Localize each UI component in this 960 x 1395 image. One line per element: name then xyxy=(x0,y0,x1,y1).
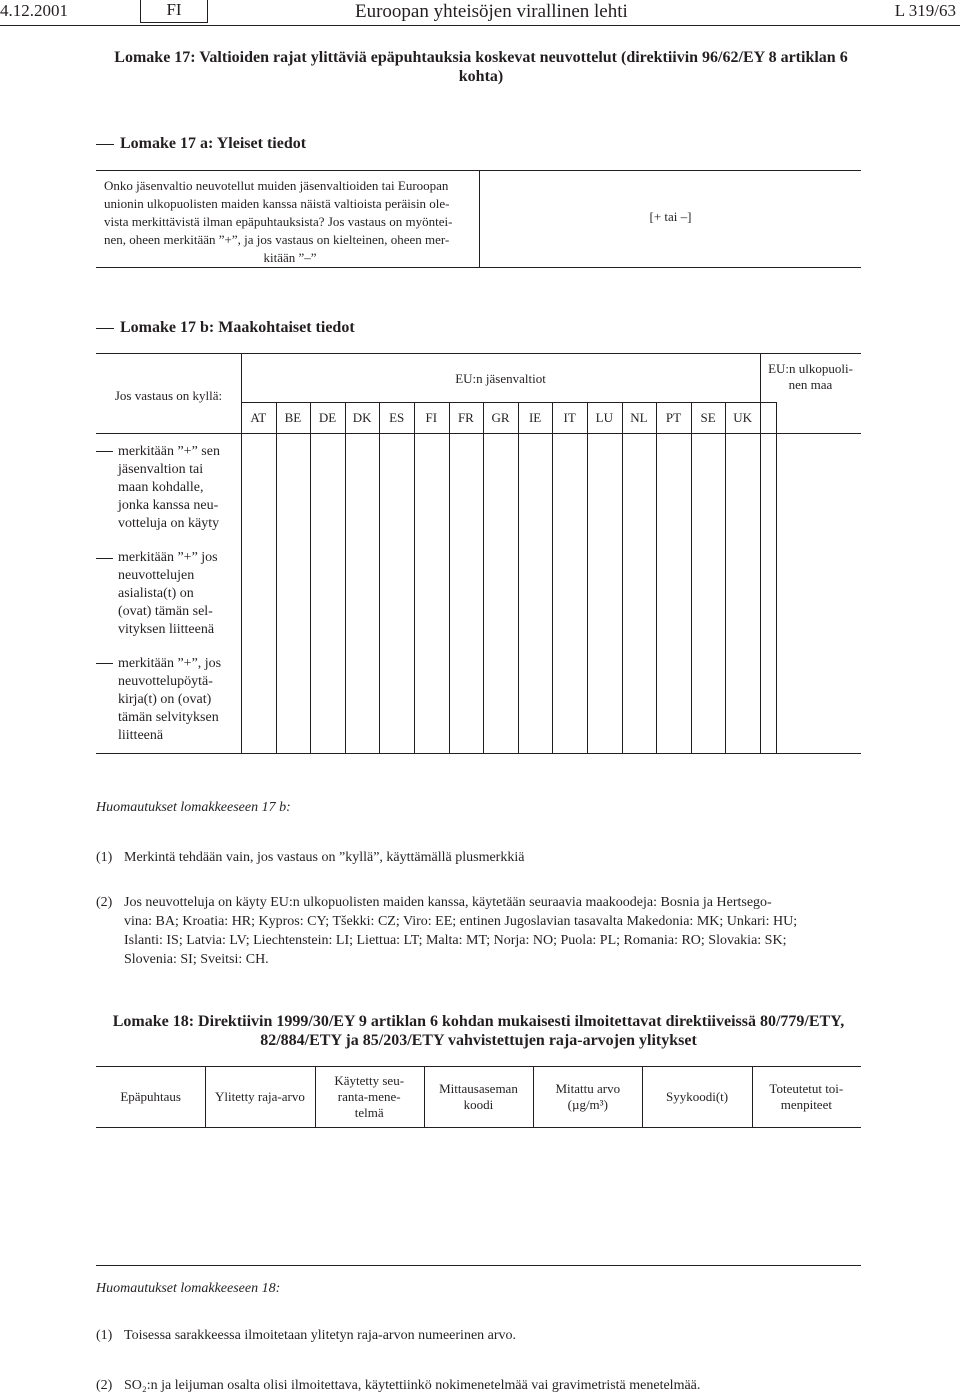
row-line: asialista(t) on xyxy=(118,586,194,601)
grid-line xyxy=(587,402,588,753)
row-line: neuvottelupöytä- xyxy=(118,674,213,689)
note-text: SO₂:n ja leijuman osalta olisi ilmoitettava, käytettiinkö nokimenetelmää vai gravimetristä menetelmää. xyxy=(124,1378,701,1393)
col-header-line: (µg/m³) xyxy=(567,1097,608,1112)
row-label-2 xyxy=(118,549,238,639)
header-language: FI xyxy=(140,0,208,23)
note-line: Jos neuvotteluja on käyty EU:n ulkopuolisten maiden kanssa, käytetään seuraavia maakoodeja: Bosnia ja Hertsego- xyxy=(124,895,772,910)
grid-line xyxy=(379,402,380,753)
question-line: unionin ulkopuolisten maiden kanssa näistä valtioista peräisin ole- xyxy=(104,196,450,211)
country-code-fr: FR xyxy=(457,410,474,425)
row-line: merkitään ”+” sen xyxy=(118,444,220,459)
row-dash xyxy=(96,451,113,452)
grid-line xyxy=(241,402,776,403)
col-header-line: menpiteet xyxy=(780,1097,832,1112)
form18-title xyxy=(96,1012,861,1050)
question-line: nen, oheen merkitään ”+”, ja jos vastaus on kielteinen, oheen mer- xyxy=(104,232,450,247)
note-text: Toisessa sarakkeessa ilmoitetaan ylitetyn raja-arvon numeerinen arvo. xyxy=(124,1328,517,1343)
form17a-subtitle xyxy=(96,135,306,153)
grid-line xyxy=(533,1067,534,1127)
country-code-lu: LU xyxy=(595,410,613,425)
title-line: 82/884/ETY ja 85/203/ETY vahvistettujen raja-arvojen ylitykset xyxy=(260,1032,697,1049)
form18-col-header-4 xyxy=(424,1067,533,1127)
grid-line xyxy=(656,402,657,753)
header-rule xyxy=(0,25,960,26)
note-line: Slovenia: SI; Sveitsi: CH. xyxy=(124,952,269,967)
col-header-line: Mittausaseman xyxy=(439,1081,518,1096)
col-header-line: ranta-mene- xyxy=(337,1089,401,1104)
col-header-line: koodi xyxy=(463,1097,494,1112)
form18-col-header-1 xyxy=(96,1067,205,1127)
row-line: neuvottelujen xyxy=(118,568,195,583)
col-header-line: Syykoodi(t) xyxy=(666,1089,729,1104)
row-label-3 xyxy=(118,655,238,745)
grid-line xyxy=(552,402,553,753)
form18-col-header-7 xyxy=(752,1067,861,1127)
col-header-line: Toteutetut toi- xyxy=(769,1081,844,1096)
col-header-line: Mitattu arvo xyxy=(555,1081,621,1096)
note-text xyxy=(124,893,861,969)
grid-line xyxy=(276,402,277,753)
country-code-uk: UK xyxy=(733,410,753,425)
row-line: tämän selvityksen xyxy=(118,710,219,725)
form17-title: Lomake 17: Valtioiden rajat ylittäviä epäpuhtauksia koskevat neuvottelut (direktiivin 96/62/EY 8 artiklan 6 kohta) xyxy=(114,49,848,85)
country-code-it: IT xyxy=(563,410,576,425)
grid-line xyxy=(752,1067,753,1127)
country-code-be: BE xyxy=(284,410,302,425)
row-line: liitteenä xyxy=(118,728,164,743)
grid-line xyxy=(483,402,484,753)
header-page-number: L 319/63 xyxy=(894,1,956,20)
row-line: maan kohdalle, xyxy=(118,480,204,495)
grid-line xyxy=(96,1127,861,1128)
note-text: Merkintä tehdään vain, jos vastaus on ”kyllä”, käyttämällä plusmerkkiä xyxy=(124,850,525,865)
form18-col-header-3 xyxy=(315,1067,424,1127)
form17b-table xyxy=(96,353,861,754)
col-header-eu-member-states: EU:n jäsenvaltiot xyxy=(455,371,546,386)
row-line: jonka kanssa neu- xyxy=(118,498,219,513)
row-dash xyxy=(96,663,113,664)
row-line: kirja(t) on (ovat) xyxy=(118,692,212,707)
form18-notes-title: Huomautukset lomakkeeseen 18: xyxy=(96,1281,281,1296)
note-number: (2) xyxy=(96,1378,113,1393)
header-date: 4.12.2001 xyxy=(0,1,68,20)
grid-line xyxy=(518,402,519,753)
col-header-line: EU:n ulkopuoli- xyxy=(768,361,853,376)
form18-col-header-5 xyxy=(533,1067,642,1127)
form17b-subtitle xyxy=(96,319,355,337)
col-header-line: nen maa xyxy=(788,377,833,392)
grid-line xyxy=(205,1067,206,1127)
form17a-table xyxy=(96,170,861,268)
country-code-se: SE xyxy=(700,410,716,425)
grid-line xyxy=(449,402,450,753)
country-code-gr: GR xyxy=(491,410,510,425)
question-line: kitään ”–” xyxy=(263,250,317,265)
note-number: (2) xyxy=(96,895,113,910)
form17a-question xyxy=(104,177,476,267)
country-code-ie: IE xyxy=(528,410,542,425)
row-line: merkitään ”+” jos xyxy=(118,550,218,565)
title-line: Lomake 18: Direktiivin 1999/30/EY 9 artiklan 6 kohdan mukaisesti ilmoitettavat direktiiveissä 80/779/ETY, xyxy=(112,1013,845,1030)
grid-line xyxy=(691,402,692,753)
row-line: jäsenvaltion tai xyxy=(118,462,204,477)
form17a-subtitle-text: Lomake 17 a: Yleiset tiedot xyxy=(120,135,307,152)
question-line: vista merkittävistä ilman epäpuhtauksista? Jos vastaus on myöntei- xyxy=(104,214,453,229)
note-line: vina: BA; Kroatia: HR; Kypros: CY; Tšekki: CZ; Viro: EE; entinen Jugoslavian tasavalta Makedonia: MK; Unkari: HU; xyxy=(124,914,798,929)
row-line: votteluja on käyty xyxy=(118,516,220,531)
row-dash xyxy=(96,558,113,559)
note-number: (1) xyxy=(96,1328,113,1343)
row-line: (ovat) tämän sel- xyxy=(118,604,213,619)
form17b-subtitle-text: Lomake 17 b: Maakohtaiset tiedot xyxy=(120,319,355,336)
row-line: merkitään ”+”, jos xyxy=(118,656,222,671)
subtitle-dash xyxy=(96,328,114,329)
country-code-nl: NL xyxy=(630,410,648,425)
question-line: Onko jäsenvaltio neuvotellut muiden jäsenvaltioiden tai Euroopan xyxy=(104,178,449,193)
grid-line xyxy=(760,354,761,753)
form17b-note-2 xyxy=(96,893,861,973)
grid-line xyxy=(725,402,726,753)
grid-line xyxy=(315,1067,316,1127)
form17a-answer-field[interactable]: [+ tai –] xyxy=(649,209,692,224)
note-number: (1) xyxy=(96,850,113,865)
form17b-notes-title: Huomautukset lomakkeeseen 17 b: xyxy=(96,800,291,815)
form18-table xyxy=(96,1066,861,1266)
grid-line xyxy=(345,402,346,753)
grid-line xyxy=(776,402,777,753)
row-line: vityksen liitteenä xyxy=(118,622,215,637)
row-label-1 xyxy=(118,443,238,533)
grid-line xyxy=(310,402,311,753)
col-header-line: Käytetty seu- xyxy=(334,1073,405,1088)
col-header-if-yes: Jos vastaus on kyllä: xyxy=(114,388,223,403)
country-code-dk: DK xyxy=(352,410,372,425)
col-header-line: telmä xyxy=(354,1105,384,1120)
col-header-line: Epäpuhtaus xyxy=(120,1089,181,1104)
form18-col-header-6 xyxy=(642,1067,751,1127)
country-code-at: AT xyxy=(250,410,267,425)
grid-line xyxy=(424,1067,425,1127)
country-code-es: ES xyxy=(389,410,405,425)
subtitle-dash xyxy=(96,144,114,145)
grid-line xyxy=(622,402,623,753)
country-code-de: DE xyxy=(318,410,337,425)
form18-col-header-2 xyxy=(205,1067,314,1127)
note-line: Islanti: IS; Latvia: LV; Liechtenstein: LI; Liettua: LT; Malta: MT; Norja: NO; Puola: PL; Romania: RO; Slovakia: SK; xyxy=(124,933,787,948)
col-header-non-eu xyxy=(760,361,861,393)
country-code-fi: FI xyxy=(425,410,438,425)
grid-line xyxy=(414,402,415,753)
country-code-pt: PT xyxy=(665,410,682,425)
col-header-line: Ylitetty raja-arvo xyxy=(214,1089,305,1104)
header-journal-title: Euroopan yhteisöjen virallinen lehti xyxy=(355,1,628,22)
grid-line xyxy=(642,1067,643,1127)
grid-line xyxy=(96,433,861,434)
